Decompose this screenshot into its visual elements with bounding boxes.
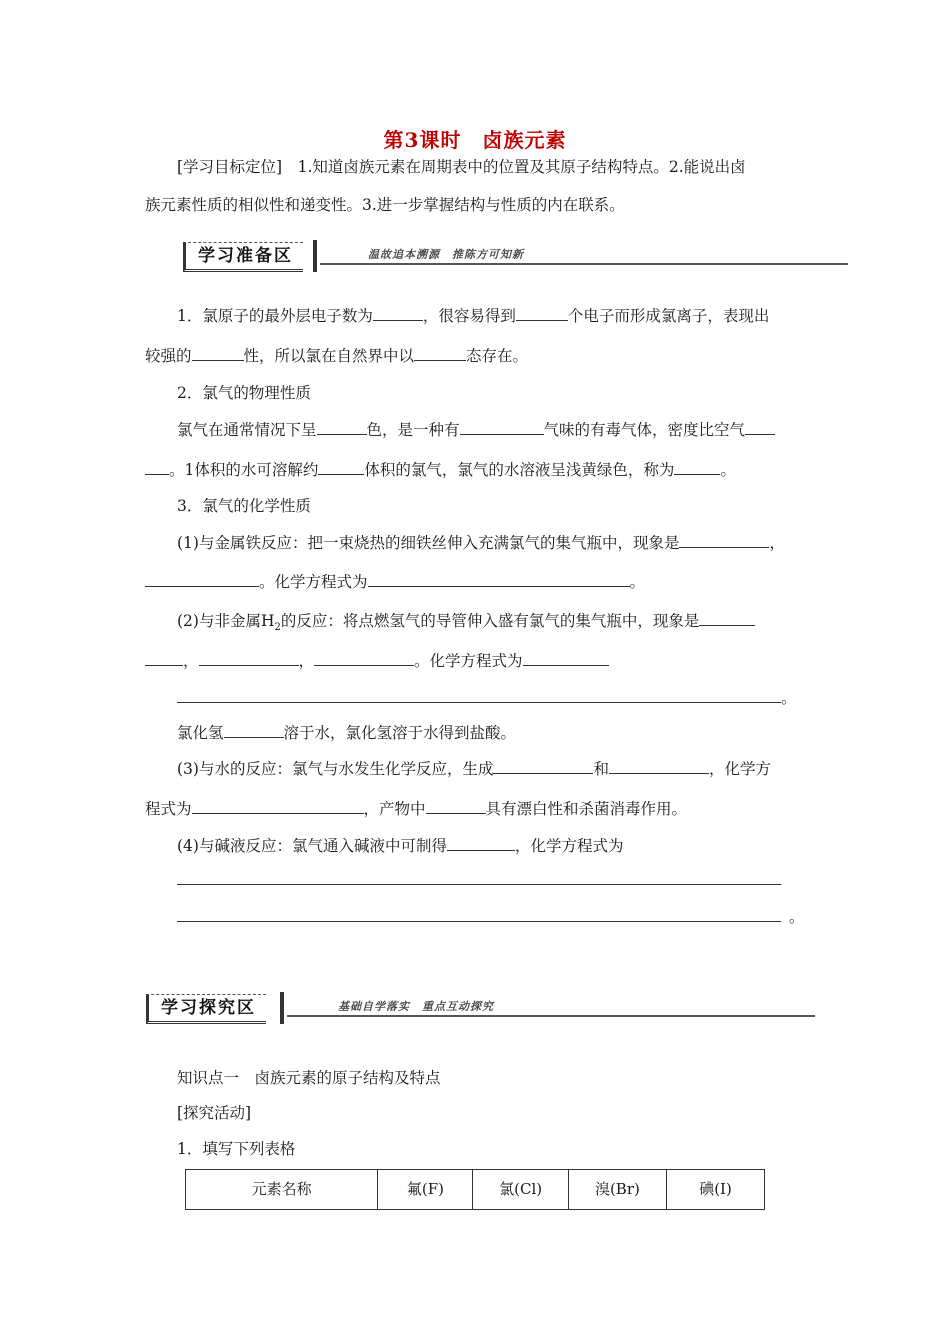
text: ，化学方 (708, 760, 771, 778)
blank-field[interactable] (145, 570, 259, 587)
blank-field[interactable] (224, 721, 284, 738)
banner-divider (313, 240, 317, 272)
text: 。 (720, 461, 736, 479)
text: 较强的 (145, 347, 192, 365)
blank-field[interactable] (523, 649, 609, 666)
elements-table (185, 1169, 765, 1210)
prep-q3-4-line1 (177, 834, 623, 856)
text: 程式为 (145, 800, 192, 818)
blank-field[interactable] (368, 570, 630, 587)
blank-field[interactable] (460, 418, 544, 435)
knowledge-point-heading: 知识点一 卤族元素的原子结构及特点 (177, 1069, 441, 1087)
prep-q3-2-line3 (177, 686, 797, 708)
prep-q3-3-line2 (145, 797, 687, 819)
prep-q2-heading: 2．氯气的物理性质 (177, 384, 311, 402)
text: (3)与水的反应：氯气与水发生化学反应，生成 (177, 760, 494, 778)
text: 态存在。 (466, 347, 529, 365)
blank-field[interactable] (145, 458, 169, 475)
blank-field[interactable] (679, 531, 769, 548)
blank-field[interactable] (318, 458, 364, 475)
table-header-cell: 氟(F) (378, 1170, 473, 1210)
prep-q3-1-line1 (177, 531, 785, 553)
table-row (186, 1170, 765, 1210)
prep-q3-2-line2 (145, 649, 609, 671)
prep-q3-4-line3 (177, 905, 805, 927)
blank-field[interactable] (493, 757, 593, 774)
text: 的反应：将点燃氢气的导管伸入盛有氯气的集气瓶中，现象是 (280, 612, 700, 630)
banner-label: 学习准备区 (183, 242, 303, 272)
text: 氯化氢 (177, 724, 224, 742)
text: 个电子而形成氯离子，表现出 (567, 307, 770, 325)
blank-field[interactable] (447, 834, 515, 851)
text: (2)与非金属H (177, 612, 275, 630)
text: 。化学方程式为 (259, 573, 368, 591)
prep-q2-line1 (177, 418, 775, 440)
banner-subtitle: 基础自学落实 重点互动探究 (338, 1000, 494, 1013)
text: 体积的氯气，氯气的水溶液呈浅黄绿色，称为 (364, 461, 675, 479)
blank-field[interactable] (609, 757, 709, 774)
text: ， (298, 652, 315, 670)
prep-q3-4-line2 (177, 868, 781, 889)
prep-q1-line1 (177, 304, 769, 326)
table-header-cell: 碘(I) (667, 1170, 765, 1210)
blank-field[interactable] (192, 797, 364, 814)
blank-field[interactable] (674, 458, 720, 475)
blank-field[interactable] (516, 304, 568, 321)
text: 气味的有毒气体，密度比空气 (543, 421, 746, 439)
section-banner-prep (183, 240, 848, 276)
text: 性，所以氯在自然界中以 (243, 347, 415, 365)
banner-subtitle: 温故追本溯源 推陈方可知新 (368, 248, 524, 261)
banner-divider (280, 992, 284, 1024)
text: 溶于水，氯化氢溶于水得到盐酸。 (283, 724, 517, 742)
text: ， (769, 534, 785, 552)
text: ，化学方程式为 (514, 837, 624, 855)
blank-field[interactable] (745, 418, 775, 435)
text: (1)与金属铁反应：把一束烧热的细铁丝伸入充满氯气的集气瓶中，现象是 (177, 534, 680, 552)
blank-field[interactable] (317, 418, 367, 435)
text: 色，是一种有 (366, 421, 460, 439)
blank-field[interactable] (314, 649, 414, 666)
blank-field[interactable] (199, 649, 299, 666)
text: ， (183, 652, 199, 670)
blank-field[interactable] (414, 344, 466, 361)
text: 氯气在通常情况下呈 (177, 421, 317, 439)
prep-q3-3-line1 (177, 757, 771, 779)
banner-rule (287, 1015, 815, 1017)
banner-rule (320, 263, 848, 265)
prep-q3-heading: 3．氯气的化学性质 (177, 497, 311, 515)
task-heading: 1．填写下列表格 (177, 1140, 296, 1158)
blank-field[interactable] (426, 797, 486, 814)
text: 。 (629, 573, 646, 591)
table-header-cell: 氯(Cl) (473, 1170, 568, 1210)
text: 。 (781, 689, 797, 707)
text: 。 (789, 908, 805, 926)
table-header-cell: 溴(Br) (568, 1170, 666, 1210)
subscript: 2 (274, 622, 281, 634)
text: 。化学方程式为 (414, 652, 523, 670)
prep-q3-1-line2 (145, 570, 645, 592)
text: ，很容易得到 (422, 307, 516, 325)
prep-q3-2-line4 (177, 721, 516, 743)
blank-field[interactable] (192, 344, 244, 361)
objectives-line-2: 族元素性质的相似性和递变性。3.进一步掌握结构与性质的内在联系。 (145, 196, 625, 214)
prep-q3-2-line1 (177, 609, 755, 633)
banner-label: 学习探究区 (146, 994, 266, 1024)
blank-field[interactable] (145, 649, 183, 666)
blank-field[interactable] (699, 609, 755, 626)
objectives-line-1: [学习目标定位] 1.知道卤族元素在周期表中的位置及其原子结构特点。2.能说出卤 (177, 158, 746, 176)
blank-field[interactable] (177, 905, 781, 922)
text: ，产物中 (363, 800, 426, 818)
text: 和 (593, 760, 609, 778)
text: 。1体积的水可溶解约 (169, 461, 319, 479)
blank-field[interactable] (177, 868, 781, 885)
text: (4)与碱液反应：氯气通入碱液中可制得 (177, 837, 447, 855)
blank-field[interactable] (177, 686, 781, 703)
section-banner-explore (146, 992, 815, 1028)
text: 1．氯原子的最外层电子数为 (177, 307, 373, 325)
table-header-cell: 元素名称 (186, 1170, 378, 1210)
prep-q2-line2 (145, 458, 736, 480)
text: 具有漂白性和杀菌消毒作用。 (485, 800, 688, 818)
prep-q1-line2 (145, 344, 528, 366)
page-title: 第3课时 卤族元素 (383, 128, 567, 152)
blank-field[interactable] (373, 304, 423, 321)
activity-heading: [探究活动] (177, 1104, 252, 1122)
